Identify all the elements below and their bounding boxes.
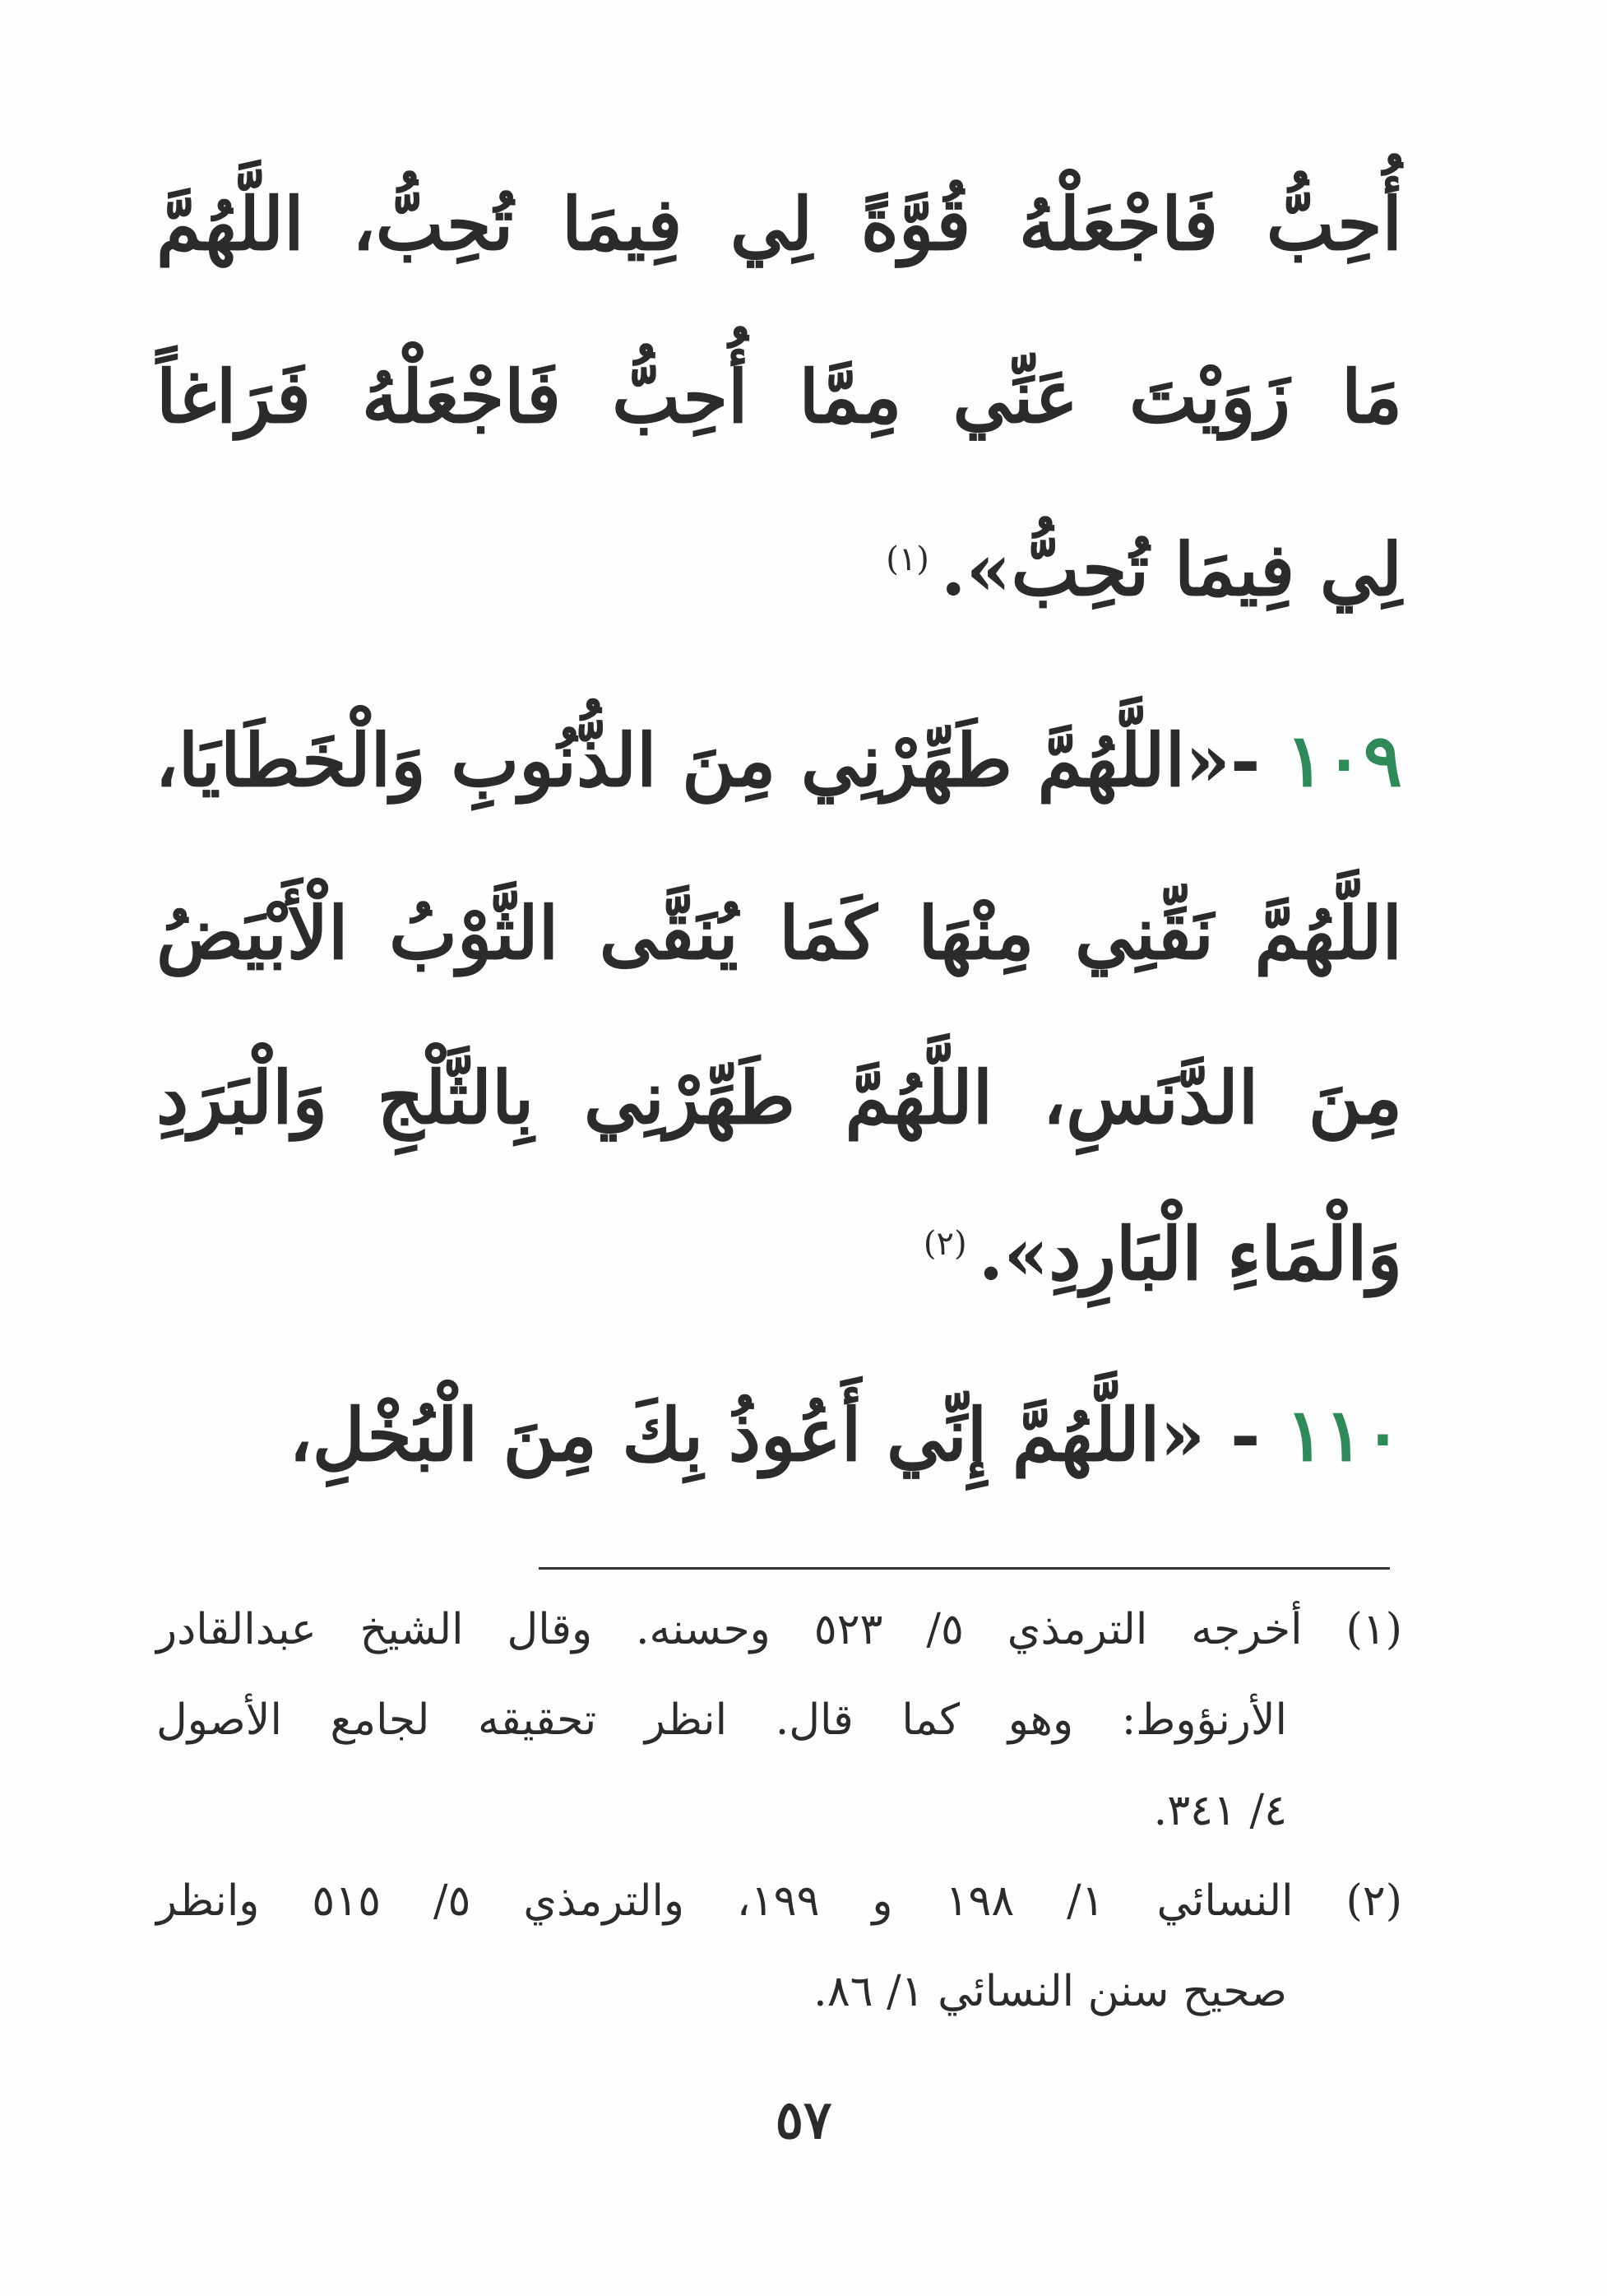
footnote-reference: (٢): [923, 1224, 967, 1263]
footnote-text: (١) أخرجه الترمذي ٥/ ٥٢٣ وحسنه. وقال الشيخ عبدالقادر: [156, 1605, 1402, 1654]
text-line: [156, 354, 1402, 439]
text-line: [156, 1055, 1402, 1140]
dua-110-line: [156, 1392, 1402, 1477]
footnote-line: [156, 1605, 1402, 1654]
page-number: ٥٧: [775, 2090, 832, 2151]
footnote-line: [156, 1967, 1287, 2016]
text-line-content: أُحِبُّ فَاجْعَلْهُ قُوَّةً لِي فِيمَا تُحِبُّ، اللَّهُمَّ: [156, 181, 1402, 267]
footnote-text: ٤/ ٣٤١.: [1153, 1786, 1287, 1835]
dua-number: ١٠٩: [1285, 717, 1402, 803]
footnote-divider: [539, 1567, 1390, 1570]
dua-number: ١١٠: [1285, 1392, 1402, 1477]
text-line-content: مَا زَوَيْتَ عَنِّي مِمَّا أُحِبُّ فَاجْعَلْهُ فَرَاغاً: [156, 354, 1402, 439]
dua-109-line: [155, 717, 1402, 803]
text-line: [156, 890, 1402, 976]
text-line-content: وَالْمَاءِ الْبَارِدِ».: [978, 1211, 1402, 1296]
footnote-reference: (١): [886, 540, 929, 578]
text-line-content: مِنَ الدَّنَسِ، اللَّهُمَّ طَهِّرْنِي بِالثَّلْجِ وَالْبَرَدِ: [156, 1055, 1402, 1140]
footnote-text: الأرنؤوط: وهو كما قال. انظر تحقيقه لجامع الأصول: [156, 1695, 1287, 1745]
footnote-line: [156, 1786, 1287, 1835]
footnote-text: صحيح سنن النسائي ١/ ٨٦.: [813, 1967, 1287, 2016]
footnote-line: [156, 1695, 1287, 1745]
text-line: [156, 181, 1402, 267]
text-line: [156, 1211, 1402, 1296]
footnote-text: (٢) النسائي ١/ ١٩٨ و ١٩٩، والترمذي ٥/ ٥١٥ وانظر: [156, 1876, 1402, 1926]
text-line-content: -«اللَّهُمَّ طَهِّرْنِي مِنَ الذُّنُوبِ وَالْخَطَايَا،: [155, 717, 1261, 803]
text-line-content: لِي فِيمَا تُحِبُّ».: [940, 526, 1402, 612]
text-line-content: اللَّهُمَّ نَقِّنِي مِنْهَا كَمَا يُنَقَّى الثَّوْبُ الْأَبْيَضُ: [156, 890, 1402, 976]
text-line: [156, 526, 1402, 612]
text-line-content: - «اللَّهُمَّ إِنِّي أَعُوذُ بِكَ مِنَ الْبُخْلِ،: [289, 1392, 1261, 1477]
footnote-line: [156, 1876, 1402, 1926]
